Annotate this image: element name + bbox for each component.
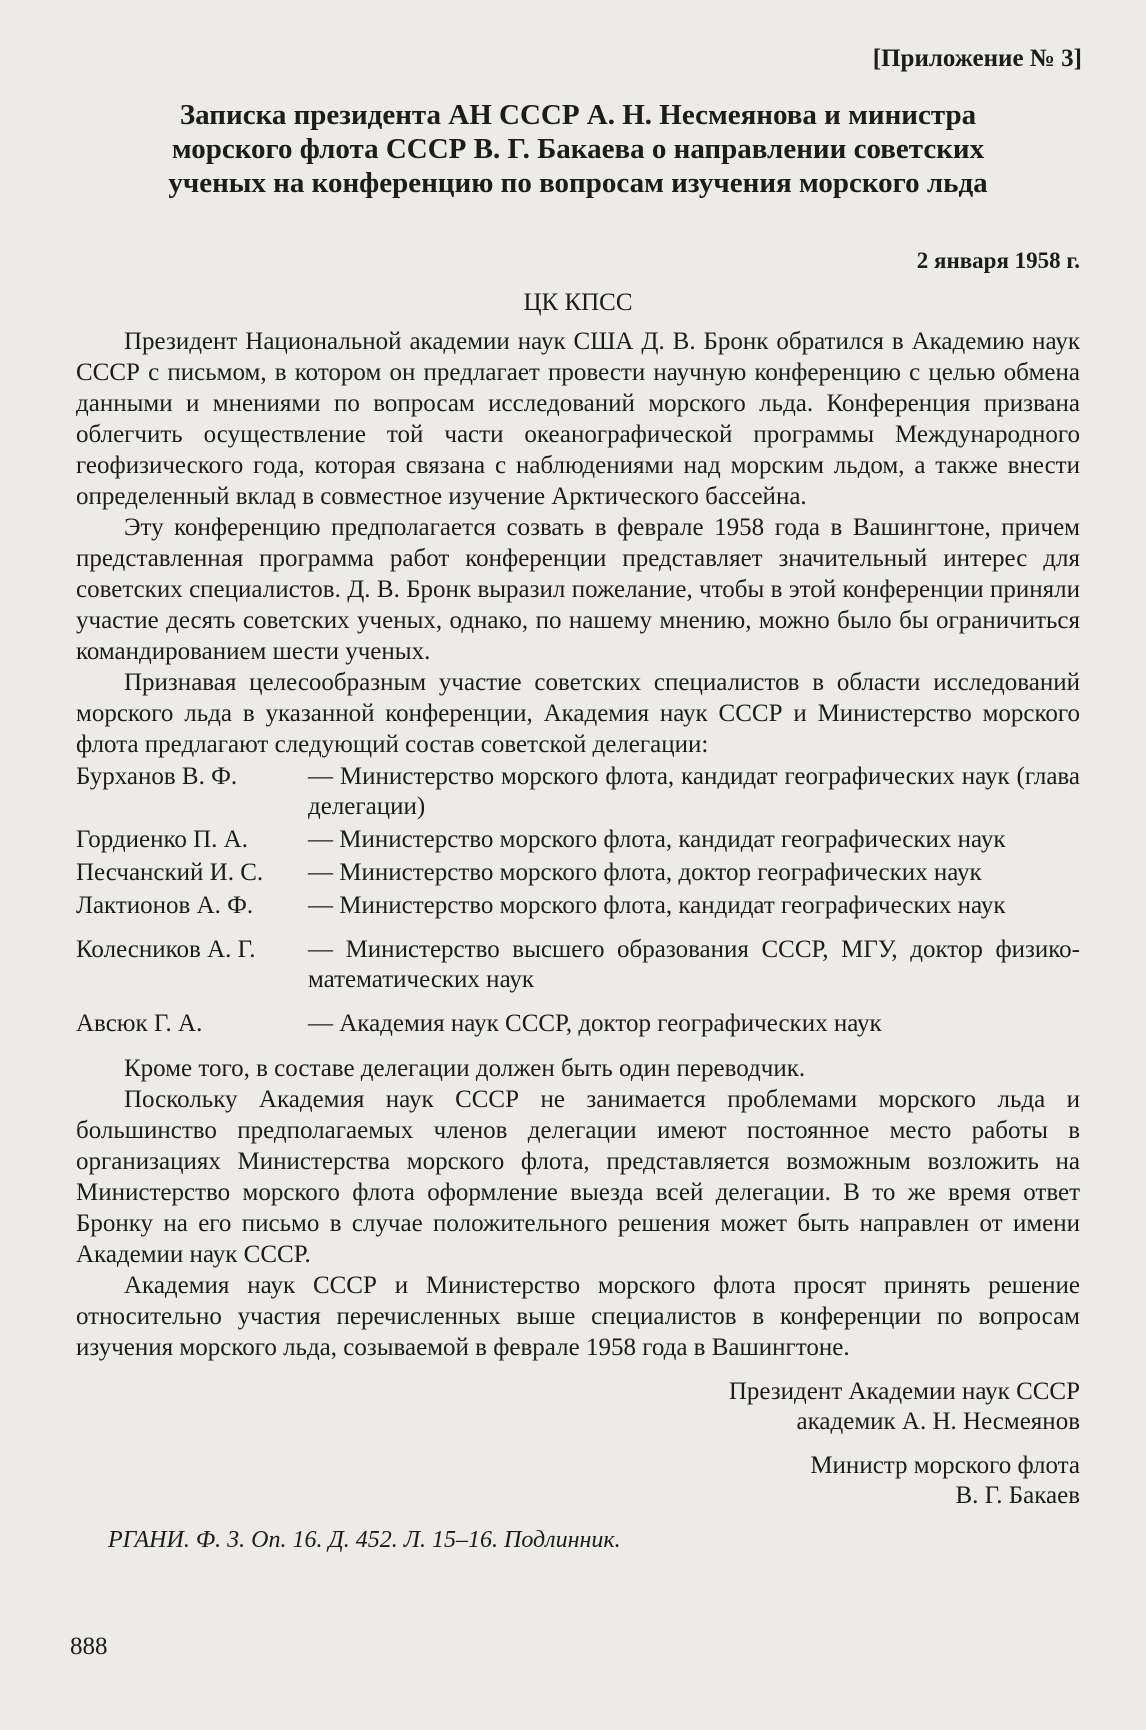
member-name: Бурханов В. Ф. (76, 763, 238, 790)
signatory-title: Президент Академии наук СССР (728, 1378, 1080, 1405)
delegation-member (76, 762, 1080, 822)
member-description: — Министерство морского флота, кандидат географических наук (глава делегации) (308, 763, 1080, 820)
delegation-member (76, 1009, 1080, 1039)
signature-block (76, 1377, 1080, 1437)
paragraph: Президент Национальной академии наук США Д. В. Бронк обратился в Академию наук СССР с письмом, в котором он предлагает провести научную конференцию с целью обмена данными и мнениями по вопросам исследований морского льда. Конференция призвана облегчить осуществление той части океанографической программы Международного геофизического года, которая связана с наблюдениями над морским льдом, а также внести определенный вклад в совместное изучение Арктического бассейна. (76, 328, 1080, 510)
member-name: Песчанский И. С. (76, 859, 264, 886)
paragraph: Кроме того, в составе делегации должен быть один переводчик. (124, 1055, 806, 1082)
delegation-member (76, 891, 1080, 921)
member-name: Авсюк Г. А. (76, 1010, 203, 1037)
signature-block (76, 1451, 1080, 1511)
delegation-member (76, 858, 1080, 888)
delegation-member (76, 825, 1080, 855)
member-description: — Академия наук СССР, доктор географических наук (308, 1010, 882, 1037)
closing-section (76, 1053, 1080, 1363)
document-body (76, 326, 1080, 1363)
delegation-list (76, 762, 1080, 1039)
member-name: Гордиенко П. А. (76, 826, 248, 853)
member-description: — Министерство морского флота, кандидат географических наук (308, 826, 1006, 853)
signatory-title: Министр морского флота (810, 1452, 1080, 1479)
member-description: — Министерство высшего образования СССР, МГУ, доктор физико-математических наук (308, 936, 1080, 993)
document-title: Записка президента АН СССР А. Н. Несмеянова и министра морского флота СССР В. Г. Бакаева о направлении советских ученых на конференцию по вопросам изучения морского льда (168, 99, 988, 199)
paragraph: Эту конференцию предполагается созвать в феврале 1958 года в Вашингтоне, причем представленная программа работ конференции представляет значительный интерес для советских специалистов. Д. В. Бронк выразил пожелание, чтобы в этой конференции приняли участие десять советских ученых, однако, по нашему мнению, можно было бы ограничиться командированием шести ученых. (76, 514, 1080, 665)
signatures (76, 1377, 1080, 1511)
archival-source: РГАНИ. Ф. 3. Оп. 16. Д. 452. Л. 15–16. Подлинник. (108, 1527, 621, 1553)
document-date: 2 января 1958 г. (916, 248, 1080, 273)
delegation-member (76, 935, 1080, 995)
page-number: 888 (70, 1633, 108, 1660)
appendix-label: [Приложение № 3] (872, 45, 1082, 72)
addressee: ЦК КПСС (523, 289, 633, 316)
member-description: — Министерство морского флота, кандидат географических наук (308, 892, 1006, 919)
paragraph: Признавая целесообразным участие советских специалистов в области исследований морского льда в указанной конференции, Академия наук СССР и Министерство морского флота предлагают следующий состав советской делегации: (76, 669, 1080, 758)
signatory-name: В. Г. Бакаев (955, 1482, 1080, 1509)
member-name: Лактионов А. Ф. (76, 892, 254, 919)
signatory-name: академик А. Н. Несмеянов (796, 1408, 1080, 1435)
paragraph: Поскольку Академия наук СССР не занимается проблемами морского льда и большинство предполагаемых членов делегации имеют постоянное место работы в организациях Министерства морского флота, представляется возможным возложить на Министерство морского флота оформление выезда всей делегации. В то же время ответ Бронку на его письмо в случае положительного решения может быть направлен от имени Академии наук СССР. (76, 1086, 1080, 1268)
member-description: — Министерство морского флота, доктор географических наук (308, 859, 982, 886)
paragraph: Академия наук СССР и Министерство морского флота просят принять решение относительно участия перечисленных выше специалистов в конференции по вопросам изучения морского льда, созываемой в феврале 1958 года в Вашингтоне. (76, 1272, 1080, 1361)
member-name: Колесников А. Г. (76, 936, 256, 963)
